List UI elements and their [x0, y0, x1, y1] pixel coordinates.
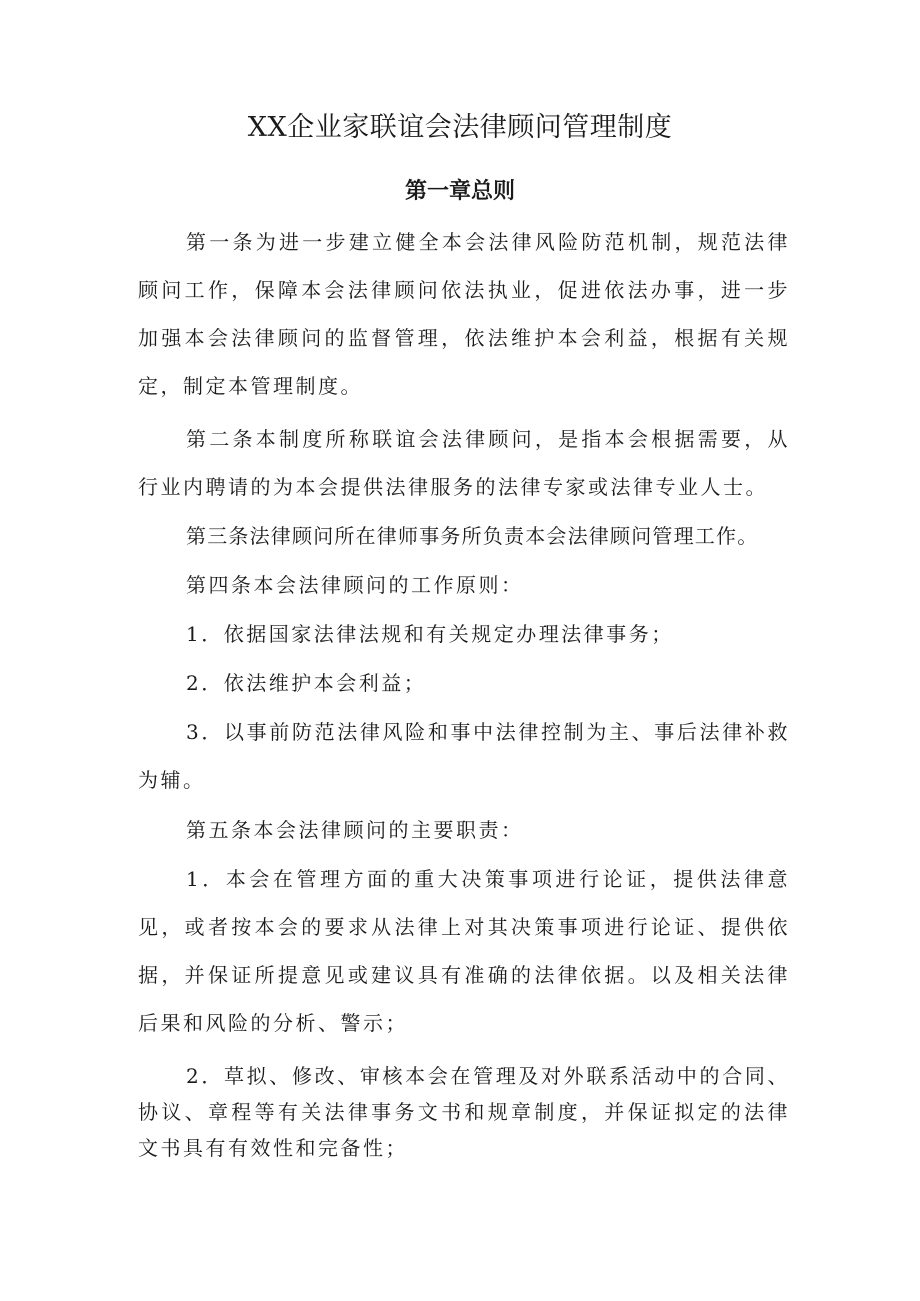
article-5: 第五条本会法律顾问的主要职责： [186, 818, 524, 842]
article-5-item-2: 2．草拟、修改、审核本会在管理及对外联系活动中的合同、协议、章程等有关法律事务文书和规章制度，并保证拟定的法律文书具有有效性和完备性； [138, 1064, 790, 1160]
article-3: 第三条法律顾问所在律师事务所负责本会法律顾问管理工作。 [186, 524, 759, 548]
article-4-item-2: 2．依法维护本会利益； [186, 671, 427, 695]
article-4: 第四条本会法律顾问的工作原则： [186, 573, 524, 597]
article-5-item-1: 1．本会在管理方面的重大决策事项进行论证，提供法律意见，或者按本会的要求从法律上对其决策事项进行论证、提供依据，并保证所提意见或建议具有准确的法律依据。以及相关法律后果和风险的分析、警示； [138, 867, 790, 1035]
document-title: XX企业家联谊会法律顾问管理制度 [247, 112, 673, 143]
article-1: 第一条为进一步建立健全本会法律风险防范机制，规范法律顾问工作，保障本会法律顾问依法执业，促进依法办事，进一步加强本会法律顾问的监督管理，依法维护本会利益，根据有关规定，制定本管理制度。 [138, 230, 790, 398]
article-2: 第二条本制度所称联谊会法律顾问，是指本会根据需要，从行业内聘请的为本会提供法律服务的法律专家或法律专业人士。 [138, 427, 790, 499]
chapter-heading: 第一章总则 [404, 179, 515, 204]
article-4-item-3: 3．以事前防范法律风险和事中法律控制为主、事后法律补救为辅。 [138, 720, 790, 792]
article-4-item-1: 1．依据国家法律法规和有关规定办理法律事务； [186, 622, 674, 646]
